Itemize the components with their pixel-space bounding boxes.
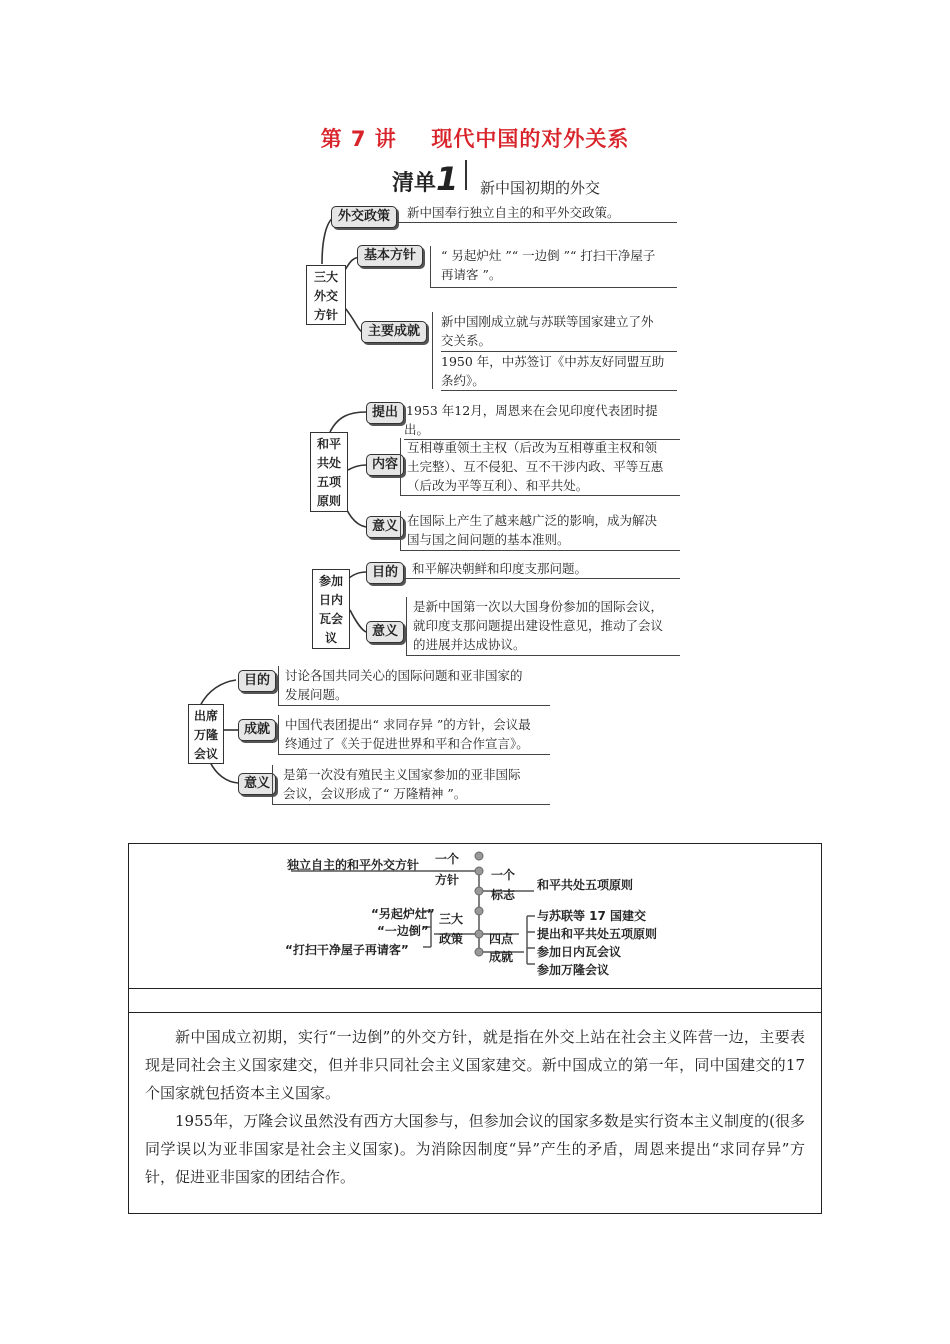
root-line: 原则 <box>316 494 341 508</box>
summary-policy-left-1: “另起炉灶” <box>371 907 435 921</box>
text-basic-policy <box>430 246 677 288</box>
text-line: 新中国奉行独立自主的和平外交政策。 <box>407 205 620 220</box>
text-bandung-significance <box>272 765 550 805</box>
summary-policy-left-3: “打扫干净屋子再请客” <box>285 943 409 957</box>
text-line: 国与国之间问题的基本准则。 <box>407 532 570 547</box>
summary-policy-left-2: “一边倒” <box>377 924 429 938</box>
summary-four-points-bottom: 成就 <box>489 950 514 964</box>
tag-proposal: 提出 <box>366 402 404 424</box>
root-line: 出席 <box>193 709 218 723</box>
root-line: 五项 <box>316 475 341 489</box>
tag-bandung-significance: 意义 <box>238 773 276 795</box>
text-line: 是新中国第一次以大国身份参加的国际会议， <box>413 599 664 614</box>
achievement-group-1 <box>441 312 677 352</box>
text-content <box>400 438 680 496</box>
summary-four-points-top: 四点 <box>489 932 514 946</box>
summary-one-policy-top: 一个 <box>435 852 460 866</box>
root-line: 和平 <box>316 437 341 451</box>
text-line: 会议，会议形成了“ 万隆精神 ”。 <box>283 786 467 801</box>
text-line: 条约》。 <box>441 373 485 388</box>
summary-mark-item: 和平共处五项原则 <box>537 878 634 892</box>
list-label: 清单 <box>392 171 437 196</box>
root-bandung <box>188 704 224 764</box>
text-line: 1950 年，中苏签订《中苏友好同盟互助 <box>441 354 665 369</box>
tag-geneva-purpose: 目的 <box>366 562 404 584</box>
root-line: 日内 <box>318 593 343 607</box>
summary-table <box>128 843 822 1214</box>
root-line: 万隆 <box>193 728 218 742</box>
root-five-principles <box>310 432 348 512</box>
achievement-group-2 <box>441 352 677 391</box>
text-line: 就印度支那问题提出建设性意见，推动了会议 <box>413 618 664 633</box>
text-line: 中国代表团提出“ 求同存异 ”的方针，会议最 <box>285 717 531 732</box>
text-line: 土完整）、互不侵犯、互不干涉内政、平等互惠 <box>407 459 664 474</box>
text-line: 再请客 ”。 <box>441 267 502 282</box>
text-geneva-purpose <box>404 559 680 579</box>
summary-notes <box>129 1013 821 1191</box>
text-line: 互相尊重领土主权（后改为互相尊重主权和领 <box>407 440 658 455</box>
list-number: 1 <box>436 160 459 198</box>
summary-policy: 独立自主的和平外交方针 <box>287 858 420 872</box>
tag-bandung-achievement: 成就 <box>238 719 276 741</box>
root-three-policies <box>306 265 346 325</box>
summary-achievement-4: 参加万隆会议 <box>537 963 610 977</box>
text-bandung-achievement <box>278 715 550 755</box>
text-proposal <box>404 401 680 440</box>
summary-spacer-row <box>129 989 821 1013</box>
summary-achievement-1: 与苏联等 17 国建交 <box>537 909 647 923</box>
text-line: 1953 年12月，周恩来在会见印度代表团时提出。 <box>404 403 658 437</box>
summary-one-policy-bottom: 方针 <box>435 873 460 887</box>
text-line: 的进展并达成协议。 <box>413 637 526 652</box>
root-line: 会议 <box>193 747 218 761</box>
root-line: 外交 <box>313 289 338 303</box>
text-line: 新中国刚成立就与苏联等国家建立了外 <box>441 314 654 329</box>
tag-content: 内容 <box>366 454 404 476</box>
list-subtitle: 新中国初期的外交 <box>480 179 601 197</box>
root-line: 三大 <box>313 270 338 284</box>
text-line: 和平解决朝鲜和印度支那问题。 <box>412 561 588 576</box>
tag-foreign-policy: 外交政策 <box>331 206 397 228</box>
tag-main-achievement: 主要成就 <box>361 321 427 343</box>
summary-achievement-3: 参加日内瓦会议 <box>537 945 622 959</box>
text-line: 交关系。 <box>441 333 492 348</box>
note-paragraph-1: 新中国成立初期，实行“一边倒”的外交方针，就是指在外交上站在社会主义阵营一边，主要表现是同社会主义国家建交，但并非只同社会主义国家建交。新中国成立的第一年，同中国建交的17个国家就包括资本主义国家。 <box>145 1028 805 1102</box>
summary-one-mark-top: 一个 <box>491 868 516 882</box>
text-line: 讨论各国共同关心的国际问题和亚非国家的 <box>285 668 523 683</box>
text-geneva-significance <box>406 597 680 656</box>
root-line: 参加 <box>318 574 343 588</box>
root-geneva <box>312 569 350 649</box>
text-line: “ 另起炉灶 ”“ 一边倒 ”“ 打扫干净屋子 <box>441 248 656 263</box>
tag-geneva-significance: 意义 <box>366 621 404 643</box>
note-paragraph-2: 1955年，万隆会议虽然没有西方大国参与，但参加会议的国家多数是实行资本主义制度的(很多同学误以为亚非国家是社会主义国家)。为消除因制度“异”产生的矛盾，周恩来提出“求同存异”方针，促进亚非国家的团结合作。 <box>145 1112 805 1186</box>
root-line: 瓦会 <box>318 612 343 626</box>
root-line: 方针 <box>313 308 338 322</box>
summary-three-policy-bottom: 政策 <box>439 932 464 946</box>
summary-diagram <box>129 844 821 989</box>
lesson-title: 现代中国的对外关系 <box>431 127 630 151</box>
tag-bandung-purpose: 目的 <box>238 670 276 692</box>
summary-one-mark-bottom: 标志 <box>491 888 516 902</box>
text-significance <box>400 511 680 551</box>
text-line: 终通过了《关于促进世界和平和合作宣言》。 <box>285 736 529 751</box>
summary-achievement-2: 提出和平共处五项原则 <box>537 927 658 941</box>
text-foreign-policy <box>397 203 677 223</box>
text-line: 发展问题。 <box>285 687 348 702</box>
tag-significance: 意义 <box>366 516 404 538</box>
summary-connectors <box>129 844 821 988</box>
tag-basic-policy: 基本方针 <box>357 245 423 267</box>
lesson-number: 第 7 讲 <box>320 127 397 151</box>
text-line: 是第一次没有殖民主义国家参加的亚非国际 <box>283 767 521 782</box>
text-line: （后改为平等互利）、和平共处。 <box>407 478 589 493</box>
text-main-achievement <box>432 312 677 389</box>
summary-three-policy-top: 三大 <box>439 912 464 926</box>
text-bandung-purpose <box>278 666 550 706</box>
root-line: 共处 <box>316 456 341 470</box>
text-line: 在国际上产生了越来越广泛的影响，成为解决 <box>407 513 658 528</box>
root-line: 议 <box>324 631 337 645</box>
